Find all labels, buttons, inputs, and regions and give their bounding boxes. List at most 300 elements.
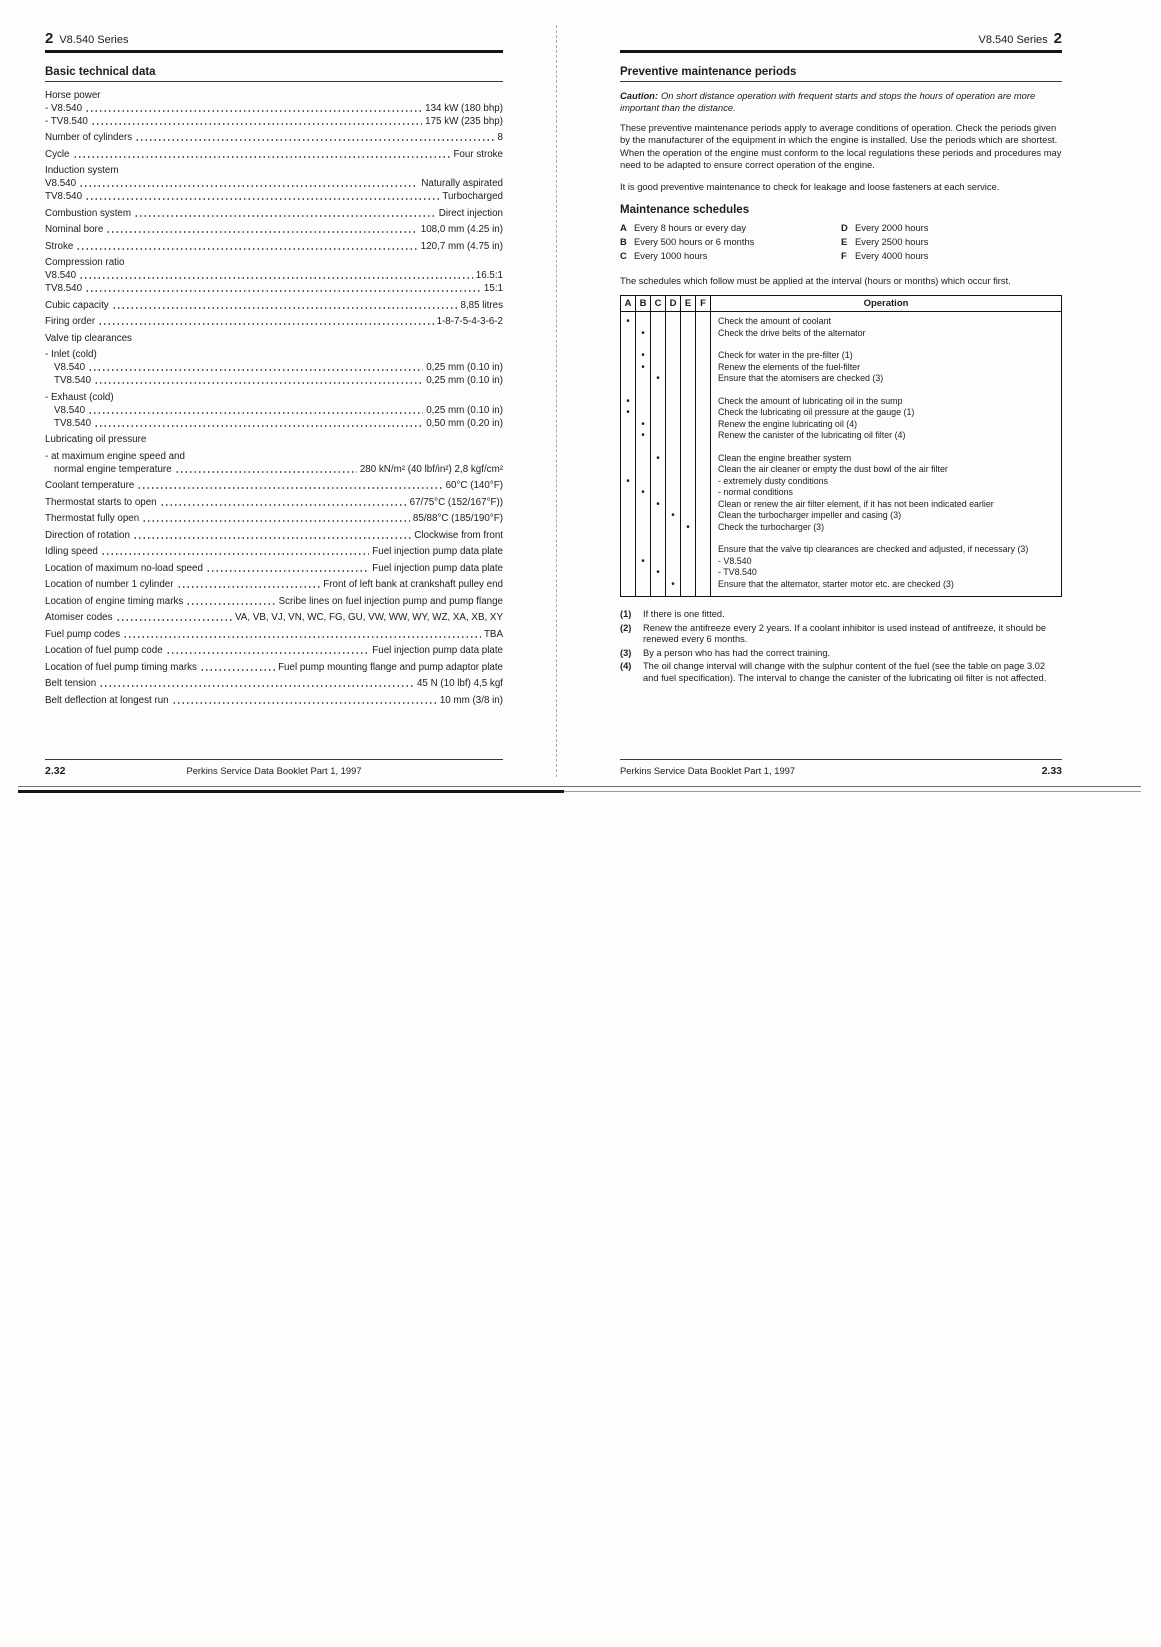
schedule-key-column-right [841,222,1062,264]
schedule-mark-cell [621,430,636,442]
schedule-desc: Every 4000 hours [855,250,929,261]
schedule-mark-cell [681,487,696,499]
schedule-mark-cell: • [636,350,651,362]
dotted-leader [91,123,422,125]
maintenance-row [621,396,1061,408]
spec-label: Compression ratio [45,257,125,268]
scan-edge-line-dark [18,790,564,793]
schedule-mark-cell [696,316,711,328]
footnote [620,661,1062,684]
maintenance-row [621,476,1061,488]
schedule-mark-cell [666,522,681,534]
schedule-mark-cell [666,453,681,465]
schedule-mark-cell [666,556,681,568]
schedule-mark-cell: • [621,407,636,419]
schedule-mark-cell: • [636,430,651,442]
schedule-mark-cell [621,510,636,522]
schedule-mark-cell [681,464,696,476]
schedule-mark-cell [666,442,681,453]
footnote-number: (1) [620,609,632,619]
schedule-mark-cell [621,544,636,556]
spec-row [45,546,503,557]
schedule-mark-cell [651,442,666,453]
dotted-leader [160,504,407,506]
schedule-mark-cell [696,579,711,591]
schedule-mark-cell [681,476,696,488]
schedule-mark-cell [666,499,681,511]
spec-row [45,316,503,327]
spec-row [45,405,503,416]
schedule-desc: Every 2000 hours [855,222,929,233]
spec-value: 0,25 mm (0.10 in) [426,362,503,373]
schedule-mark-cell [666,419,681,431]
schedule-mark-cell [666,396,681,408]
spec-label: Lubricating oil pressure [45,434,147,445]
schedule-mark-cell [681,567,696,579]
schedule-item [620,222,841,234]
operation-cell: Check the drive belts of the alternator [718,327,866,338]
schedule-mark-cell [666,362,681,374]
maintenance-row [621,453,1061,465]
spec-value: 120,7 mm (4.75 in) [420,240,503,252]
left-page-header [45,30,503,47]
schedule-mark-cell [696,544,711,556]
schedule-mark-cell [651,407,666,419]
spec-label: Location of fuel pump code [45,645,163,656]
spec-heading-row [45,392,503,403]
schedule-mark-cell [651,487,666,499]
dotted-leader [94,382,423,384]
spec-label: Coolant temperature [45,480,135,491]
schedule-key: D [841,222,848,233]
schedule-mark-cell [651,533,666,544]
schedule-mark-cell [696,339,711,350]
schedule-mark-cell [696,430,711,442]
right-footer-row [620,765,1062,778]
dotted-leader [133,537,411,539]
schedule-item [620,250,841,262]
schedule-mark-cell [651,328,666,340]
spec-value: 280 kN/m² (40 lbf/in²) 2,8 kgf/cm² [359,463,503,475]
schedule-mark-cell [681,362,696,374]
spec-value: Direct injection [438,207,503,219]
schedule-mark-cell [621,350,636,362]
maintenance-table [620,295,1062,597]
schedule-mark-cell: • [621,316,636,328]
schedule-column-header: F [696,296,711,311]
footnote-text: If there is one fitted. [643,609,725,619]
schedule-key: F [841,250,847,261]
spec-row [45,103,503,114]
spec-label: TV8.540 [54,417,92,429]
schedule-mark-cell [696,522,711,534]
spec-value: 60°C (140°F) [445,480,503,491]
schedule-column-header: C [651,296,666,311]
schedule-mark-cell [666,464,681,476]
spec-heading-row [45,90,503,101]
schedule-mark-cell: • [666,579,681,591]
schedule-mark-cell [636,464,651,476]
schedule-mark-cell: • [636,556,651,568]
maintenance-row [621,350,1061,362]
operation-cell: Check the amount of lubricating oil in the sump [718,395,903,406]
spec-label: Direction of rotation [45,529,130,541]
schedule-mark-cell [621,373,636,385]
schedule-mark-cell [666,544,681,556]
schedule-mark-cell [636,499,651,511]
spec-value: Four stroke [453,148,503,160]
schedule-mark-cell [621,328,636,340]
spec-label: Stroke [45,240,74,252]
schedule-mark-cell [636,339,651,350]
dotted-leader [101,553,369,555]
schedule-mark-cell: • [636,362,651,374]
schedule-mark-cell [636,442,651,453]
spec-value: 1-8-7-5-4-3-6-2 [436,316,503,327]
spec-row [45,418,503,429]
spec-row [45,178,503,189]
spec-label: V8.540 [54,404,86,416]
schedule-mark-cell [636,579,651,591]
spec-value: 15:1 [483,283,503,294]
spec-row [45,149,503,160]
spec-label: - Exhaust (cold) [45,391,114,403]
schedule-mark-cell [636,476,651,488]
schedule-mark-cell [681,510,696,522]
right-page-number: 2.33 [1041,765,1062,777]
spec-row [45,629,503,640]
spec-row [45,300,503,311]
spec-label: V8.540 [45,270,77,281]
schedule-mark-cell [696,487,711,499]
spec-row [45,375,503,386]
schedule-mark-cell [681,350,696,362]
schedule-column-header: E [681,296,696,311]
schedule-item [841,250,1062,262]
schedule-item [841,236,1062,248]
spec-value: 0,25 mm (0.10 in) [426,375,503,386]
operation-cell: Ensure that the valve tip clearances are checked and adjusted, if necessary (3) [718,544,1029,554]
schedule-mark-cell [636,522,651,534]
operation-cell: Ensure that the alternator, starter motor etc. are checked (3) [718,578,954,589]
schedule-key-list [620,222,1062,264]
spec-value: Scribe lines on fuel injection pump and pump flange [278,595,503,607]
schedule-mark-cell [636,544,651,556]
spec-label: Location of fuel pump timing marks [45,661,197,673]
spec-label: TV8.540 [45,191,83,202]
maintenance-row [621,316,1061,328]
schedule-mark-cell [651,579,666,591]
schedule-column-header: B [636,296,651,311]
scan-edge-line [18,786,1141,787]
schedule-mark-cell [621,522,636,534]
technical-data-list [45,90,503,706]
table-intro-text: The schedules which follow must be applied at the interval (hours or months) which occur first. [620,275,1011,286]
schedule-mark-cell [681,453,696,465]
schedule-mark-cell [696,533,711,544]
page-fold-line [556,25,557,777]
schedule-mark-cell [666,590,681,596]
left-section-title: Basic technical data [45,66,503,82]
left-page-number: 2.32 [45,765,66,777]
table-spacer [621,339,1061,350]
spec-row [45,191,503,202]
left-series-title: V8.540 Series [59,34,129,46]
schedule-mark-cell [651,590,666,596]
schedule-mark-cell [636,567,651,579]
dotted-leader [135,139,494,141]
schedule-mark-cell [621,590,636,596]
schedule-mark-cell [696,350,711,362]
schedule-mark-cell [621,419,636,431]
schedule-mark-cell [681,373,696,385]
schedule-mark-cell [621,499,636,511]
spec-value: 85/88°C (185/190°F) [412,513,503,524]
schedule-mark-cell [681,579,696,591]
table-spacer [621,385,1061,396]
operation-cell: - V8.540 [718,555,752,566]
dotted-leader [76,248,417,250]
schedule-mark-cell [651,339,666,350]
schedule-mark-cell [696,385,711,396]
schedule-mark-cell [696,328,711,340]
schedule-mark-cell [621,556,636,568]
right-section-title: Preventive maintenance periods [620,66,1062,82]
spec-label: Belt tension [45,678,97,689]
schedule-key: E [841,236,848,247]
schedule-mark-cell [696,442,711,453]
dotted-leader [85,110,422,112]
schedule-mark-cell [651,464,666,476]
schedule-key: B [620,236,627,247]
schedule-mark-cell [696,464,711,476]
spec-row [45,362,503,373]
schedule-column-header: A [621,296,636,311]
right-page-header [620,30,1062,47]
schedule-mark-cell: • [651,453,666,465]
spec-label: Firing order [45,316,96,327]
schedule-mark-cell: • [636,419,651,431]
spec-row [45,464,503,475]
operation-cell: Check for water in the pre-filter (1) [718,350,853,360]
spec-label: - V8.540 [45,102,83,114]
schedule-mark-cell [696,407,711,419]
maintenance-row [621,419,1061,431]
schedule-mark-cell [681,590,696,596]
scan-edge-line-right [564,791,1141,792]
schedule-mark-cell [666,476,681,488]
spec-heading-row [45,349,503,360]
maintenance-row [621,522,1061,534]
spec-row [45,645,503,656]
spec-row [45,513,503,524]
operation-cell [711,533,1061,544]
maintenance-table-body [621,312,1061,596]
footnote-text: The oil change interval will change with the sulphur content of the fuel (see the table on page 3.02 and fuel specification). The interval to change the canister of the lubricating oil filter is not affected. [643,661,1047,683]
spec-value: 108,0 mm (4.25 in) [420,224,503,235]
schedule-mark-cell: • [636,328,651,340]
schedule-mark-cell [696,419,711,431]
left-page-footer [45,759,503,778]
schedule-mark-cell: • [681,522,696,534]
schedule-mark-cell: • [666,510,681,522]
spec-value: Fuel injection pump data plate [372,562,503,574]
maintenance-row [621,407,1061,419]
spec-value: 0,25 mm (0.10 in) [426,404,503,416]
schedule-column-header: D [666,296,681,311]
schedule-mark-cell [651,385,666,396]
maintenance-conditions-paragraph: These preventive maintenance periods apply to average conditions of operation. Check the periods given by the manufacturer of the equipment in which the engine is installed. Use the periods which are shortest. When the operation of the engine must conform to the local regulations these periods and procedures may need to be adapted to ensure correct operation of the engine. [620,121,1062,170]
spec-value: Front of left bank at crankshaft pulley end [323,579,503,590]
operation-cell: Check the lubricating oil pressure at the gauge (1) [718,407,915,417]
spec-row [45,480,503,491]
maintenance-row [621,556,1061,568]
spec-label: Idling speed [45,546,98,557]
operation-cell: Check the amount of coolant [718,316,831,326]
schedule-mark-cell [681,544,696,556]
schedule-key: C [620,250,627,261]
operation-cell: Check the turbocharger (3) [718,521,825,532]
right-chapter-number: 2 [1053,30,1062,47]
table-spacer [621,590,1061,596]
spec-value: 67/75°C (152/167°F)) [409,496,503,508]
schedule-mark-cell [681,396,696,408]
spec-value: 134 kW (180 bhp) [425,102,503,114]
good-practice-paragraph: It is good preventive maintenance to check for leakage and loose fasteners at each service. [620,180,1000,192]
maintenance-row [621,328,1061,340]
schedule-mark-cell [621,385,636,396]
dotted-leader [206,570,369,572]
schedule-mark-cell [621,362,636,374]
table-spacer [621,533,1061,544]
schedule-mark-cell [666,316,681,328]
footnote-text: Renew the antifreeze every 2 years. If a coolant inhibitor is used instead of antifreeze, it should be renewed every 6 months. [643,622,1047,644]
spec-label: TV8.540 [54,375,92,386]
spec-label: Location of engine timing marks [45,595,184,607]
spec-value: Turbocharged [442,191,503,202]
schedule-mark-cell [681,385,696,396]
dotted-leader [116,619,232,621]
spec-row [45,579,503,590]
spec-value: 8 [497,132,503,143]
footnote [620,609,1062,621]
right-series-title: V8.540 Series [978,34,1048,46]
spec-row [45,116,503,127]
spec-label: Combustion system [45,207,132,219]
schedule-mark-cell [696,362,711,374]
schedule-mark-cell [681,430,696,442]
operation-cell: Renew the engine lubricating oil (4) [718,418,858,429]
dotted-leader [137,487,442,489]
spec-heading-row [45,333,503,344]
schedule-mark-cell: • [651,499,666,511]
right-booklet-title: Perkins Service Data Booklet Part 1, 1997 [620,765,796,776]
schedule-mark-cell [651,350,666,362]
footnote-text: By a person who has had the correct training. [643,647,831,658]
spec-label: Nominal bore [45,224,104,235]
dotted-leader [79,277,473,279]
spec-row [45,695,503,706]
spec-value: Clockwise from front [414,529,503,541]
dotted-leader [142,520,410,522]
schedule-mark-cell [621,487,636,499]
operation-cell: Clean or renew the air filter element, if it has not been indicated earlier [718,498,994,509]
schedule-mark-cell [681,556,696,568]
spec-row [45,497,503,508]
caution-label: Caution: [620,89,659,101]
schedule-mark-cell [696,590,711,596]
schedule-mark-cell [681,316,696,328]
spec-row [45,270,503,281]
spec-value: 10 mm (3/8 in) [439,694,503,706]
schedule-mark-cell [621,533,636,544]
operation-cell: Renew the elements of the fuel-filter [718,361,861,372]
schedule-mark-cell [636,396,651,408]
spec-value: 45 N (10 lbf) 4,5 kgf [416,678,503,689]
schedule-mark-cell [651,316,666,328]
spec-label: TV8.540 [45,283,83,294]
spec-label: - TV8.540 [45,115,88,127]
footnote-number: (2) [620,622,632,633]
schedule-mark-cell [681,339,696,350]
left-chapter-number: 2 [45,30,54,47]
schedule-mark-cell: • [636,487,651,499]
operation-cell [711,339,1061,350]
spec-heading-row [45,434,503,445]
schedule-mark-cell [636,590,651,596]
schedule-mark-cell: • [651,567,666,579]
maintenance-schedules-title: Maintenance schedules [620,204,750,216]
dotted-leader [177,586,321,588]
right-footer-rule [620,759,1062,760]
operation-column-header: Operation [863,298,909,309]
schedule-mark-cell [666,430,681,442]
schedule-mark-cell [681,499,696,511]
schedule-mark-cell [651,476,666,488]
schedule-mark-cell [651,522,666,534]
spec-row [45,241,503,252]
operation-cell [711,590,1061,596]
spec-label: - at maximum engine speed and [45,450,185,462]
maintenance-row [621,362,1061,374]
schedule-mark-cell [651,362,666,374]
spec-label: Belt deflection at longest run [45,694,169,706]
dotted-leader [99,685,414,687]
schedule-mark-cell [651,510,666,522]
operation-cell: Clean the turbocharger impeller and casing (3) [718,510,902,520]
schedule-mark-cell [696,499,711,511]
operation-cell: - TV8.540 [718,567,757,577]
footnote-list [620,609,1062,684]
schedule-mark-cell [681,328,696,340]
spec-row [45,132,503,143]
spec-value: Fuel pump mounting flange and pump adaptor plate [278,661,503,673]
left-header-rule [45,50,503,53]
schedule-mark-cell [636,453,651,465]
spec-value: TBA [483,628,503,640]
dotted-leader [123,636,481,638]
spec-row [45,612,503,623]
spec-label: Fuel pump codes [45,628,121,640]
schedule-mark-cell [666,328,681,340]
page-right [620,30,1062,778]
spec-row [45,596,503,607]
schedule-mark-cell [696,476,711,488]
schedule-key: A [620,222,627,233]
left-footer-row [45,765,503,778]
operation-cell [711,442,1061,453]
spec-label: V8.540 [54,362,86,373]
